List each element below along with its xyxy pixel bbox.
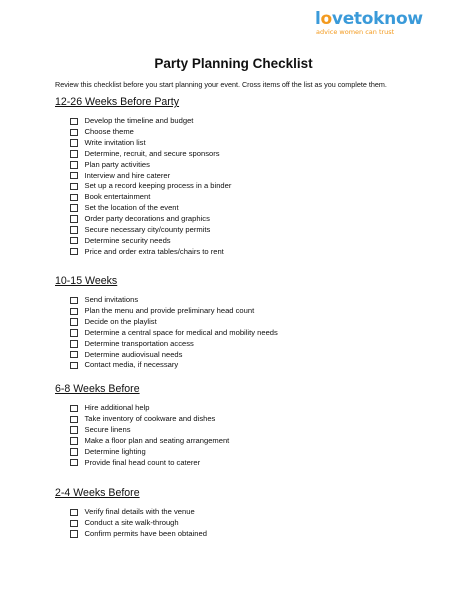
checklist-item (70, 403, 229, 414)
checkbox[interactable] (70, 172, 78, 180)
section-heading: 6-8 Weeks Before (55, 383, 140, 395)
checklist-item (70, 246, 231, 257)
checklist-item-label: Secure linens (84, 425, 131, 435)
checkbox[interactable] (70, 416, 78, 424)
checkbox[interactable] (70, 520, 78, 528)
checklist-item-label: Book entertainment (84, 192, 151, 202)
checkbox[interactable] (70, 237, 78, 245)
logo-text-end: vetoknow (331, 9, 423, 29)
checklist-item-label: Determine transportation access (84, 338, 194, 348)
checklist-item (70, 425, 229, 436)
checklist-item (70, 138, 231, 149)
checklist-item (70, 116, 231, 127)
checkbox[interactable] (70, 215, 78, 223)
section-heading: 10-15 Weeks (55, 275, 118, 287)
checkbox[interactable] (70, 204, 78, 212)
checklist-item (70, 317, 278, 328)
checklist-item (70, 170, 231, 181)
section-6-8-weeks (55, 383, 229, 468)
checklist-item (70, 507, 207, 518)
checklist-item-label: Plan party activities (84, 159, 150, 169)
logo-text-accent: o (320, 9, 332, 29)
section-heading: 2-4 Weeks Before (55, 487, 140, 499)
checklist-item (70, 436, 229, 447)
checkbox[interactable] (70, 340, 78, 348)
checkbox[interactable] (70, 448, 78, 456)
lovetoknow-logo (315, 9, 423, 36)
checklist-item (70, 306, 278, 317)
checklist-item-label: Take inventory of cookware and dishes (84, 414, 216, 424)
checklist-item-label: Secure necessary city/county permits (84, 224, 211, 234)
logo-wordmark (315, 9, 423, 29)
checklist-item (70, 295, 278, 306)
checklist-item (70, 214, 231, 225)
checklist-item-label: Determine lighting (84, 446, 146, 456)
checklist-item-label: Decide on the playlist (84, 317, 157, 327)
checkbox[interactable] (70, 139, 78, 147)
checklist-item (70, 203, 231, 214)
checkbox[interactable] (70, 426, 78, 434)
section-2-4-weeks (55, 487, 207, 540)
checklist (70, 295, 278, 371)
checkbox[interactable] (70, 297, 78, 305)
checkbox[interactable] (70, 509, 78, 517)
checkbox[interactable] (70, 329, 78, 337)
checklist-item-label: Send invitations (84, 295, 139, 305)
checklist-item-label: Write invitation list (84, 138, 146, 148)
checkbox[interactable] (70, 194, 78, 202)
checkbox[interactable] (70, 530, 78, 538)
checklist-item (70, 181, 231, 192)
checklist-item (70, 446, 229, 457)
checklist (70, 507, 207, 540)
checklist-item-label: Determine security needs (84, 235, 171, 245)
checklist-item-label: Make a floor plan and seating arrangement (84, 435, 230, 445)
checkbox[interactable] (70, 118, 78, 126)
checkbox[interactable] (70, 362, 78, 370)
checklist-item (70, 192, 231, 203)
checklist-item-label: Determine a central space for medical and mobility needs (84, 327, 278, 337)
checklist-item (70, 149, 231, 160)
checklist-item (70, 338, 278, 349)
checklist-item (70, 235, 231, 246)
checklist-item (70, 414, 229, 425)
checklist-item (70, 349, 278, 360)
checklist-item (70, 457, 229, 468)
checklist-item (70, 159, 231, 170)
checklist-item (70, 328, 278, 339)
logo-tagline: advice women can trust (316, 28, 395, 36)
checklist-item-label: Conduct a site walk-through (84, 518, 179, 528)
page-title: Party Planning Checklist (154, 56, 313, 71)
checklist-item-label: Hire additional help (84, 403, 150, 413)
checklist-item-label: Verify final details with the venue (84, 507, 195, 517)
section-12-26-weeks (55, 96, 231, 257)
checklist-item-label: Provide final head count to caterer (84, 457, 201, 467)
logo-text-start: l (315, 9, 321, 29)
checkbox[interactable] (70, 183, 78, 191)
checklist-item-label: Contact media, if necessary (84, 360, 179, 370)
checklist-item-label: Choose theme (84, 127, 134, 137)
checklist-item (70, 360, 278, 371)
checkbox[interactable] (70, 318, 78, 326)
checkbox[interactable] (70, 459, 78, 467)
checkbox[interactable] (70, 308, 78, 316)
checklist-item-label: Plan the menu and provide preliminary head count (84, 306, 255, 316)
checklist (70, 403, 229, 468)
checkbox[interactable] (70, 226, 78, 234)
checklist-item (70, 518, 207, 529)
checkbox[interactable] (70, 437, 78, 445)
checklist-item-label: Order party decorations and graphics (84, 214, 210, 224)
checklist-item-label: Determine audiovisual needs (84, 349, 183, 359)
section-10-15-weeks (55, 275, 278, 371)
checkbox[interactable] (70, 161, 78, 169)
checklist-item-label: Determine, recruit, and secure sponsors (84, 148, 220, 158)
checkbox[interactable] (70, 405, 78, 413)
checklist-item (70, 529, 207, 540)
checkbox[interactable] (70, 129, 78, 137)
checklist-item-label: Price and order extra tables/chairs to rent (84, 246, 224, 256)
checklist-item-label: Develop the timeline and budget (84, 116, 194, 126)
checkbox[interactable] (70, 150, 78, 158)
checklist (70, 116, 231, 257)
checklist-item-label: Set up a record keeping process in a binder (84, 181, 232, 191)
checklist-item (70, 127, 231, 138)
checklist-item (70, 224, 231, 235)
section-heading: 12-26 Weeks Before Party (55, 96, 180, 108)
intro-text: Review this checklist before you start planning your event. Cross items off the list as you complete them. (55, 80, 387, 89)
checklist-item-label: Interview and hire caterer (84, 170, 171, 180)
checkbox[interactable] (70, 351, 78, 359)
checklist-item-label: Confirm permits have been obtained (84, 529, 207, 539)
checklist-item-label: Set the location of the event (84, 203, 179, 213)
checkbox[interactable] (70, 248, 78, 256)
